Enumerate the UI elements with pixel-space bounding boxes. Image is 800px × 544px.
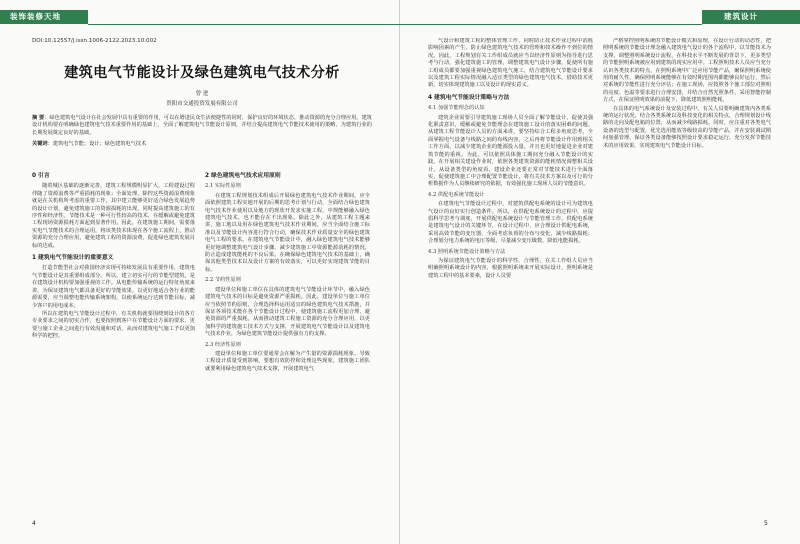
section-2-title: 2 绿色建筑电气技术应用原则 [205,173,281,179]
section-0-title: 0 引言 [32,173,50,179]
section-2-3-title: 2.3 经济性原则 [205,341,241,348]
right-header-text: 建筑设计 [724,12,758,21]
left-page-number: 4 [32,520,36,527]
abstract-block [32,115,372,149]
abstract-text: ：绿色建筑电气设计在社会发展中具有重要的作用，可以在增进民众生活便捷性的同时，保护良好的环境状态，推动资源的充分合理应用。建筑设计机构要在明确绿色建筑电气技术重要作用的基础上，全面了解建筑电气节能设计原则，并结合提高建筑电气节能技术使用的策略，为建筑行业的长期发展奠定良好的基础。 [32,115,372,136]
right-column-1 [428,38,593,281]
section-1-text-b: 所以在建筑电气节能设计过程中，有关机构就要围绕到设计的各方专业要求之间的切实合作，也要按照到客户在节能设计方面的要求，更要与施工企业之间进行有效沟通和对话，从而对建筑电气施工予以更加科学的把控。 [32,310,195,340]
left-header-banner [0,10,88,24]
section-1-title: 1 建筑电气节能设计的重要意义 [32,255,114,262]
section-4-title: 4 建筑电气节能设计策略与方法 [428,94,510,101]
section-4-2-title: 4.2 供配电系统节能设计 [428,191,485,198]
col3-intro-text: 气设计和建筑工程的整体管理工作，同时防止技术作业过程中消耗影响因素的产生，防止绿色建筑电气技术的管理和技术操作不到位的情况。因此，工程规划有关工作组成员就应当以经济性原则为指导进行思考与行动，强化建筑施工的管理，调整建筑电气设计步骤，促使所有施工组成员都要加强重视绿色建筑电气施工，结合建筑电气节能设计要求以及建筑工程实际情况融入适宜类型的绿色建筑电气技术，借助技术更新，切实体现建筑施工以及设计的现实意义。 [428,38,593,89]
keywords-line [32,141,372,148]
section-4-3-title: 4.3 照明系统节能设计策略与方法 [428,248,506,255]
left-column-1 [32,168,195,342]
keywords-text: ：建筑电气节能；设计；绿色建筑电气技术 [47,141,147,148]
section-4-1-title: 4.1 加强节能理念的认知 [428,105,485,112]
section-4-3-text: 为保证建筑电气节能设计的科学性、合理性，在关工作组人员应当明确照明系统设计的内容，根据照明系统来开展实际设计，照明系统是建筑工程中的基本要素，设计人员要 [428,257,593,279]
right-page-number: 5 [764,520,768,527]
section-2-3-text: 建设单位和施工单位要通常会在解为产生量的资源损耗现象。导致工程设计质量受到影响。要想有效防控和处理这些现象，建筑施工团队就要利用绿色建筑电气技术支撑，开展建筑电气 [205,350,370,372]
author-affiliation: 贵阳市交通投资发展有限公司 [166,101,238,107]
section-4-1-text: 建筑企业需要引导建筑施工现场人员全面了解节能设计，促使其强化职责意识，缓解或避免节能理念在建筑施工设计的落实困难的问题。从建筑工程节能设计人员的方面来讲，要坚持综合工程多角度思考，全面掌握电气设备与线路之间的布线内容，之后再将节能设计作用到相关工作方面，以减少建筑企业的能源投入量，并且也更好地促进企业对建筑节能的重视。为此，可以依照具体施工期间充分融入节能设计的实践，在开展相关建设作业时，依照各类建筑资源的能耗情况调整相关设计。从设备类型的角度看，建设企业还要正常对节能技术进行全面落实，促使建筑施工中合理配置节能设计，将有关技术方案以及可行的分析数据作为人员继续研究的依据，有效强化施工现场人员的节能意识。 [428,114,593,188]
article-title: 建筑电气节能设计及绿色建筑电气技术分析 [64,65,340,81]
section-2-1-text: 在建筑工程规划技术组成后开展绿色建筑电气技术作业期间，应全面依照建筑工程实地开展的后期的思考计划与行动，全面结合绿色建筑电气技术作业使用以及地方的现状开发求实施工程，中规能够融入绿色建筑电气技术，也不能存在不出现象。除此之外，从建筑工程主题来讲，施工地以及用在绿色建筑电气技术作业期间，应当全面结合施工标准以及节能设计内容进行符合行动，确保技术作业质量安全的绿色建筑电气工程的要求。在建筑电气节能设计中，融入绿色建筑电气技术能够更好地调整建筑电气设计步骤，减少建筑施工中资源能源消耗的情况，防止造成建筑能耗的不良后果。在确保绿色建筑电气技术的基础上，确保其他类型技术以及设计方案的有效落实，可以更好实现建筑节能的目标。 [205,192,370,273]
left-header-text: 装饰装修天地 [10,12,61,21]
section-0-text: 随着城区基础的逐渐完善，建筑工程规模明显扩大，工程建设过程伴随了资源浪费等严重损耗的现象；全面处理、除控这些资源浪费现象就是在关机构所考虑的重要工作，其中建立能够更好适合绿色发展趋势的设计计划，避免建筑施工的资源损耗的出现，同时提高建筑施工的有序性和经济性。节能技术是一种可行性较高的技术，在缓解或避免建筑工程现场资源损耗方面起到显著作用。因此，在建筑施工期间，需要落实电气节能技术的合理运用，将该类技术体现在各个施工流程上，推动资源的充分合理应用，避免建筑工程的资源浪费，促进绿色建筑发展目标的达成。 [32,183,195,249]
section-2-2-text: 建设单位和施工单位在具体的建筑电气节能设计环节中，融入绿色建筑电气技术的目标是避免资源严重损耗。因此，建设单位与施工单位应当依照节约原则，合理选择科运用适宜的绿色建筑电气技术措施，并保证各项技术能在各个节能设计过程中，使建筑施工流程更加合理，避免资源的严重损耗。从而推动建筑工程施工资源的充分合理应用，以更加科学的建筑施工技术方式与支撑，开展建筑电气节能设计以及建筑电气技术作业，为绿色建筑节能设计提供强有力的支撑。 [205,286,370,338]
doi-line: DOI:10.12557/j.issn.1006-2122.2023.10.002 [32,38,157,44]
left-column-2 [205,168,370,374]
right-page [400,0,800,544]
right-header-rule [400,24,702,25]
left-header-rule [88,24,400,25]
section-1-text-a: 打造节能型社会对我国经济实现可持续发展具有重要作用，建筑电气节能设计是其重要组成部分。所以，建立切实可行的节能型建筑，是在建筑设计机构要加强重视的工作。从电能传输系统的运行特征角度来讲，为保证建筑电气都具备更好的节能效果，以更好地适合各行业的能源需要，应当调整电能传输系统架构，以使系统运行达到节能目标，减少客户的用电成本。 [32,265,195,309]
section-2-1-title: 2.1 实际性原则 [205,183,241,190]
author-name: 曾 进 [195,91,209,97]
section-2-2-title: 2.2 节约性原则 [205,277,241,284]
col4-text-b: 在具体的电气系统设计及安装过程中，有关人员要明确建筑内各类系统的运行状况，结合各类系统以及科技变化的相关特点，合理规划设计线路的走向及配电箱的位置，从而减少线路损耗。同时，应注重对各类电气设备的选型与配置，优先选用能效等级较高的节能产品，并在安装调试期间加强管理，保证各类设备能够按照设计要求稳定运行，充分发挥节能技术的应用效果，实现建筑电气节能设计目标。 [603,105,771,149]
section-4-2-text: 在建筑电气节能设计过程中，对建筑供配电系统的设计可为建筑电气设计的良好实行创造条件。所以，在供配电系统设计的过程中，应提倡科学思考与调度，开展供配电系统设计与节能管理工作。供配电系统是建筑电气设计的关键环节，在设计过程中，应合理设计供配电系统，采用高效节能的变压器，全面考虑负荷的分布与变化，减少线路损耗；合理划分电力系统的电压等级，尽量减少变压级数，降低电能损耗。 [428,201,593,245]
col4-text-a: 严格掌控照明系统的节能设计模式和原理，在设计行动的动态性，把照明系统的节能设计理念融入建筑电气设计的各个流程中，以节能技术为支撑，调整照明系统设计流程，在科技水平不断发展的背景下，更多类型的节能照明系统被应用到建筑的现实应用中。工程照明技术人员应当充分认识各类技术的特点，在照明系统中广泛应用节能产品，确保照明系统使用的耐久性，确保照明系统能够在有效时期范围内都能够良好运行，然后对系统的节能性进行充分评估；在施工现场，应按照各个施工部位对照明的亮度、色温等要求进行合理安排，并结合自然光照条件，采用智能控制方式，在保证照明效果的前提下，降低建筑照明能耗。 [603,38,771,104]
keywords-label: 关键词 [32,141,48,148]
right-column-2 [603,38,771,151]
abstract-label: 摘 要 [32,115,45,121]
right-header-banner [702,10,800,24]
